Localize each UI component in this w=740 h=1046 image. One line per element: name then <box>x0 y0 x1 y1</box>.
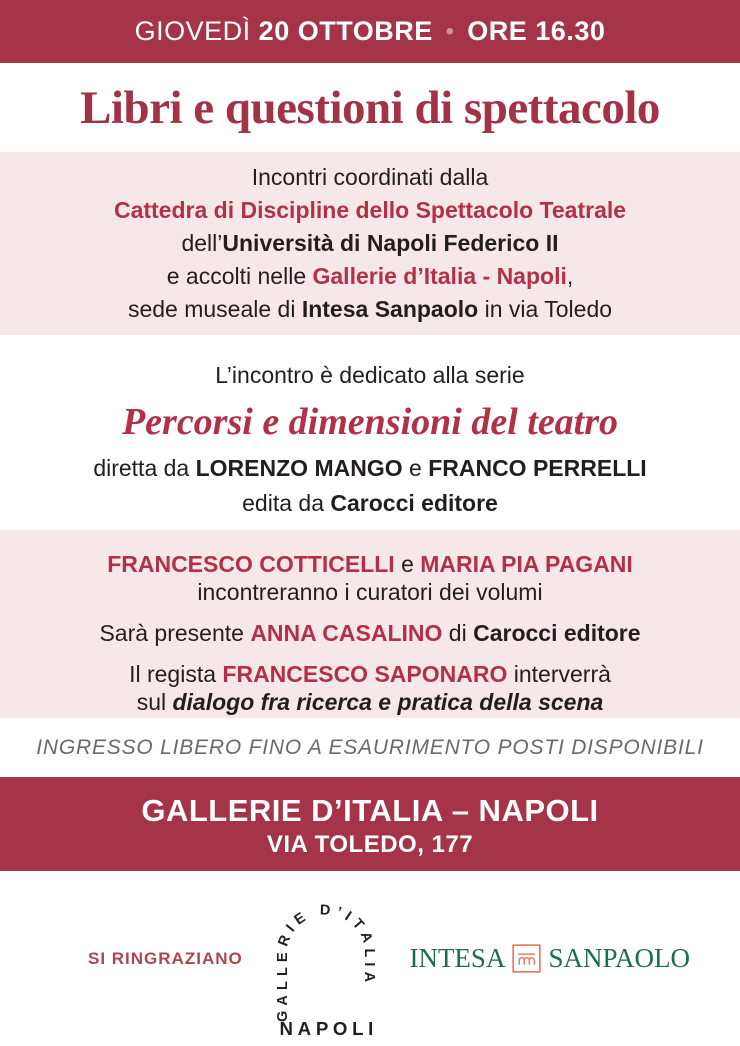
thanks-label: SI RINGRAZIANO <box>88 948 243 968</box>
curators-line <box>0 550 740 578</box>
series-publisher <box>0 489 740 517</box>
gallerie-ditalia-logo <box>256 879 396 1038</box>
curator-1-name: FRANCESCO COTTICELLI <box>107 551 395 577</box>
intesa-word: INTESA <box>409 943 506 973</box>
intro-line-4 <box>0 260 740 293</box>
series-lead: L’incontro è dedicato alla serie <box>215 362 525 388</box>
intro-text: in via Toledo <box>478 296 613 322</box>
intro-line-2 <box>0 194 740 227</box>
gallerie-city-text: NAPOLI <box>279 1018 379 1038</box>
meet-line: incontreranno i curatori dei volumi <box>197 579 543 605</box>
gallerie-arch-text: GALLERIE D’ITALIA <box>274 902 378 1022</box>
intesa-sanpaolo-logo <box>409 943 690 974</box>
banner-weekday: GIOVEDÌ <box>134 16 259 46</box>
intesa-bridge-icon <box>512 944 541 973</box>
intro-text: sede museale di <box>127 296 302 322</box>
publisher-name: Carocci editore <box>473 620 641 646</box>
director-1-name: LORENZO MANGO <box>195 455 403 481</box>
topic-text: dialogo fra ricerca e pratica della scena <box>172 689 604 715</box>
topic-line <box>0 688 740 716</box>
intro-line-1 <box>0 161 740 194</box>
guest-name: ANNA CASALINO <box>250 620 443 646</box>
stage-director-name: FRANCESCO SAPONARO <box>222 661 508 687</box>
admission-section <box>0 718 740 777</box>
intesa-name: Intesa Sanpaolo <box>301 296 479 322</box>
speakers-text: Il regista <box>129 661 223 687</box>
director-line <box>0 660 740 688</box>
curator-2-name: MARIA PIA PAGANI <box>420 551 633 577</box>
gallerie-arch-icon <box>256 879 396 1038</box>
speakers-section <box>0 530 740 718</box>
intro-text: , <box>566 263 574 289</box>
publisher-name: Carocci editore <box>330 490 498 516</box>
intro-line-3 <box>0 227 740 260</box>
title-section <box>0 63 740 152</box>
intro-line-5 <box>0 293 740 326</box>
series-text: edita da <box>242 490 331 516</box>
director-2-name: FRANCO PERRELLI <box>428 455 647 481</box>
series-section <box>0 335 740 530</box>
gallerie-name: Gallerie d’Italia - Napoli <box>312 263 567 289</box>
footer-section <box>0 871 740 1046</box>
dot-separator: • <box>445 18 455 44</box>
series-text: diretta da <box>93 455 196 481</box>
cattedra-name: Cattedra di Discipline dello Spettacolo Teatrale <box>113 197 627 223</box>
svg-text:GALLERIE D’ITALIA <box>275 902 377 1022</box>
sanpaolo-word: SANPAOLO <box>548 943 690 973</box>
date-banner <box>0 0 740 63</box>
speakers-text: Sarà presente <box>99 620 251 646</box>
speakers-text: di <box>442 620 474 646</box>
speakers-text: interverrà <box>507 661 611 687</box>
series-text: e <box>402 455 429 481</box>
venue-address: VIA TOLEDO, 177 <box>266 831 474 858</box>
page-title: Libri e questioni di spettacolo <box>80 81 660 134</box>
venue-name: GALLERIE D’ITALIA – NAPOLI <box>141 793 599 828</box>
intro-section <box>0 152 740 335</box>
intro-text: dell’ <box>181 230 223 256</box>
university-name: Università di Napoli Federico II <box>222 230 559 256</box>
admission-notice: INGRESSO LIBERO FINO A ESAURIMENTO POSTI DISPONIBILI <box>36 735 704 759</box>
present-line <box>0 619 740 647</box>
speakers-text: e <box>394 551 421 577</box>
venue-banner <box>0 777 740 871</box>
speakers-text: sul <box>136 689 173 715</box>
series-title: Percorsi e dimensioni del teatro <box>121 401 619 443</box>
banner-time: ORE 16.30 <box>467 16 606 46</box>
banner-date: 20 OTTOBRE <box>258 16 433 46</box>
series-directors <box>0 454 740 482</box>
intro-text: e accolti nelle <box>166 263 313 289</box>
intro-text: Incontri coordinati dalla <box>251 164 489 190</box>
